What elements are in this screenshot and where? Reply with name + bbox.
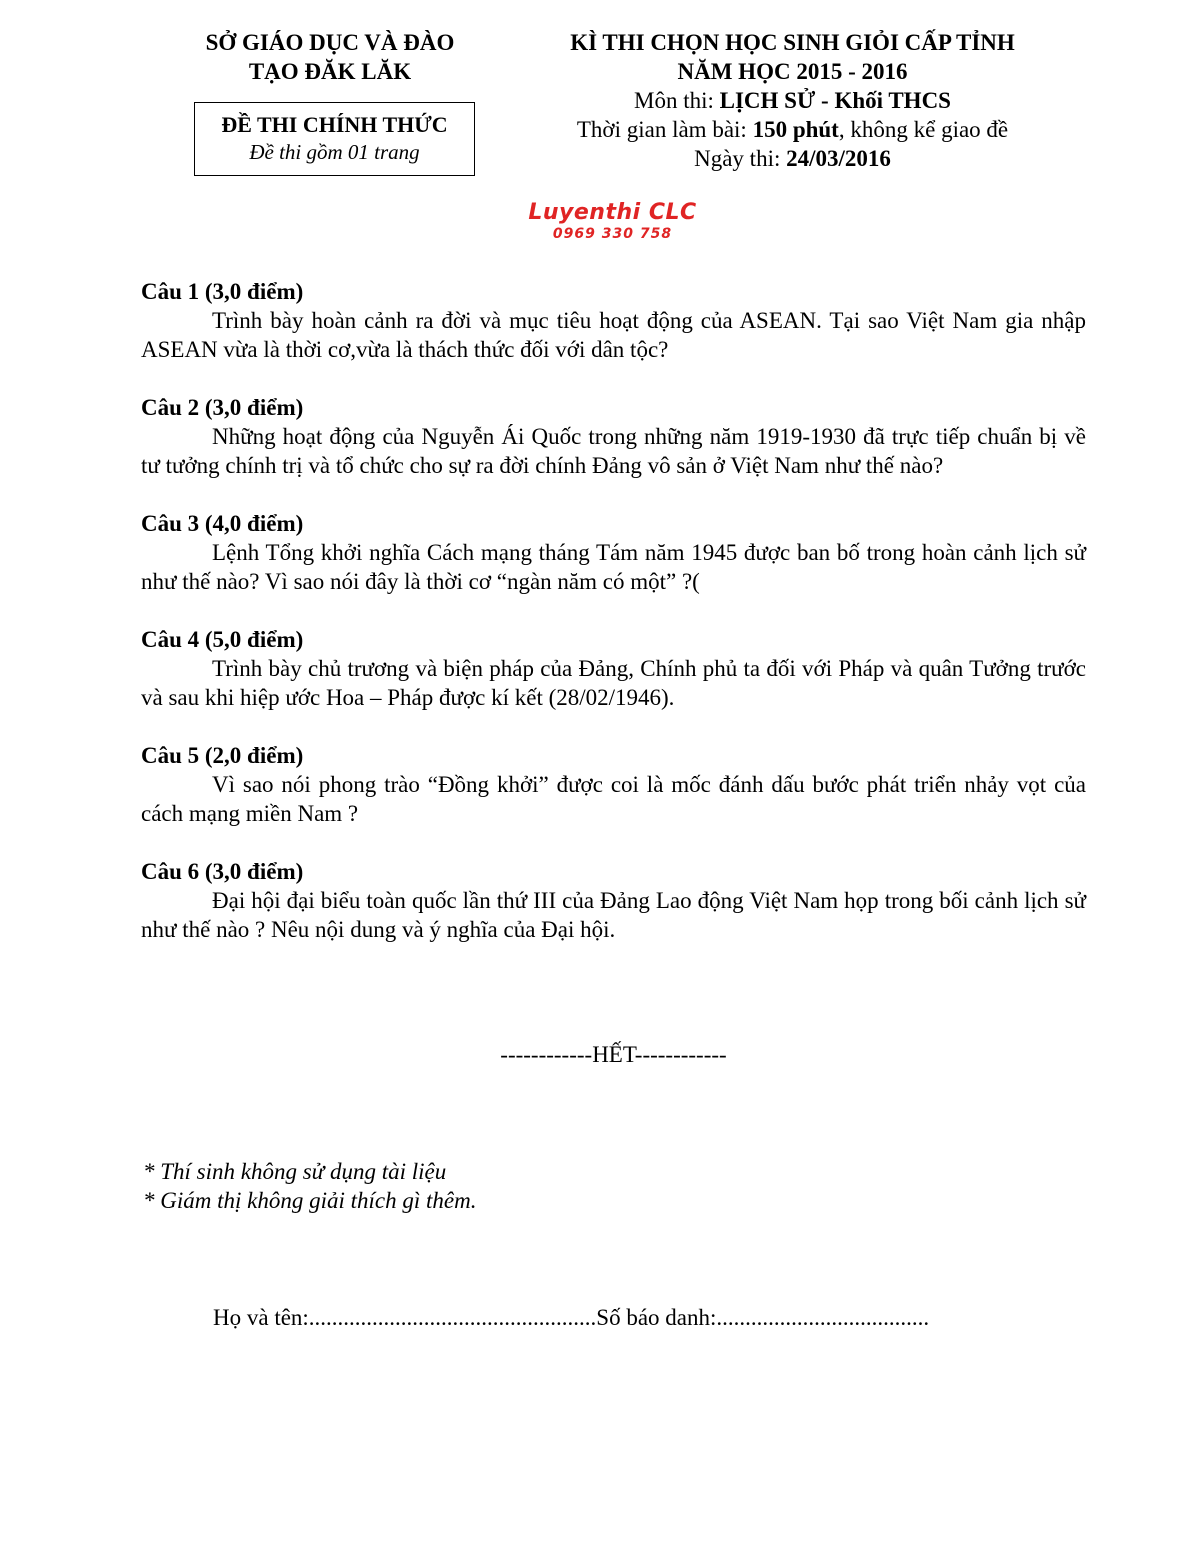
question-text: Trình bày hoàn cảnh ra đời và mục tiêu hoạt động của ASEAN. Tại sao Việt Nam gia nhập ASEAN vừa là thời cơ,vừa là thách thức đối với dân tộc? [141, 308, 1086, 362]
question-text: Trình bày chủ trương và biện pháp của Đảng, Chính phủ ta đối với Pháp và quân Tưởng trước và sau khi hiệp ước Hoa – Pháp được kí kết (28/02/1946). [141, 656, 1086, 710]
question-item [141, 277, 1086, 364]
question-text: Lệnh Tổng khởi nghĩa Cách mạng tháng Tám năm 1945 được ban bố trong hoàn cảnh lịch sử như thế nào? Vì sao nói đây là thời cơ “ngàn năm có một” ?( [141, 540, 1086, 594]
note-no-materials: * Thí sinh không sử dụng tài liệu [143, 1159, 447, 1184]
question-text: Vì sao nói phong trào “Đồng khởi” được coi là mốc đánh dấu bước phát triển nhảy vọt của cách mạng miền Nam ? [141, 772, 1086, 826]
question-heading: Câu 6 (3,0 điểm) [141, 859, 304, 884]
subject-line [520, 86, 1065, 115]
question-heading: Câu 2 (3,0 điểm) [141, 395, 304, 420]
candidate-signature-line: Họ và tên:..................................................Số báo danh:..................................... [213, 1305, 930, 1330]
official-note: Đề thi gồm 01 trang [249, 140, 420, 164]
question-item [141, 509, 1086, 596]
question-text: Những hoạt động của Nguyễn Ái Quốc trong những năm 1919-1930 đã trực tiếp chuẩn bị về tư tưởng chính trị và tổ chức cho sự ra đời chính Đảng vô sản ở Việt Nam như thế nào? [141, 424, 1086, 478]
time-suffix: , không kể giao đề [838, 117, 1009, 142]
question-text: Đại hội đại biểu toàn quốc lần thứ III của Đảng Lao động Việt Nam họp trong bối cảnh lịch sử như thế nào ? Nêu nội dung và ý nghĩa của Đại hội. [141, 888, 1086, 942]
subject-label: Môn thi: [634, 88, 720, 113]
department-line-1: SỞ GIÁO DỤC VÀ ĐÀO [205, 30, 455, 55]
question-heading: Câu 5 (2,0 điểm) [141, 743, 304, 768]
department-line-2: TẠO ĐĂK LĂK [248, 59, 412, 84]
date-line [520, 144, 1065, 173]
question-list [141, 277, 1086, 973]
question-item [141, 741, 1086, 828]
time-value: 150 phút [752, 117, 839, 142]
exam-header [520, 28, 1065, 173]
end-marker: ------------HẾT------------ [500, 1042, 727, 1067]
department-header [175, 28, 485, 86]
date-value: 24/03/2016 [786, 146, 891, 171]
luyenthi-logo [505, 200, 720, 248]
official-exam-box [194, 102, 475, 176]
question-item [141, 393, 1086, 480]
logo-brand: Luyenthi CLC [528, 200, 697, 225]
subject-value: LỊCH SỬ - Khối THCS [719, 88, 951, 113]
question-heading: Câu 1 (3,0 điểm) [141, 279, 304, 304]
question-item [141, 857, 1086, 944]
note-no-explanation: * Giám thị không giải thích gì thêm. [143, 1188, 477, 1213]
exam-notes [143, 1157, 476, 1215]
question-item [141, 625, 1086, 712]
question-heading: Câu 3 (4,0 điểm) [141, 511, 304, 536]
time-label: Thời gian làm bài: [576, 117, 753, 142]
time-line [520, 115, 1065, 144]
exam-title: KÌ THI CHỌN HỌC SINH GIỎI CẤP TỈNH [570, 30, 1015, 55]
official-title: ĐỀ THI CHÍNH THỨC [221, 112, 448, 137]
school-year: NĂM HỌC 2015 - 2016 [677, 59, 908, 84]
question-heading: Câu 4 (5,0 điểm) [141, 627, 304, 652]
date-label: Ngày thi: [694, 146, 787, 171]
logo-phone: 0969 330 758 [552, 226, 673, 242]
